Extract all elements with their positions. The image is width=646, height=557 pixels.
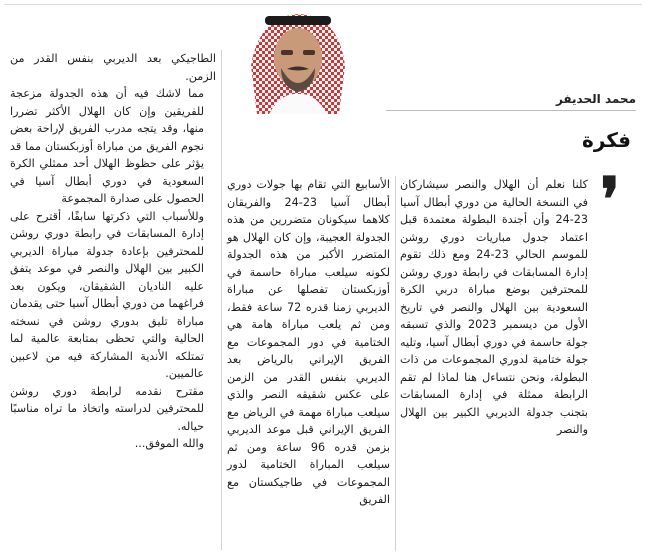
- article-column-1: [400, 176, 632, 439]
- author-photo: [229, 6, 367, 114]
- article-column-2: [227, 176, 390, 509]
- quote-mark-icon: ❜: [600, 165, 620, 235]
- column-title: فكرة: [582, 128, 631, 152]
- author-name-divider: [386, 110, 636, 111]
- article-paragraph: مما لاشك فيه أن هذه الجدولة مزعجة للفريقين وإن كان الهلال الأكثر تضررا منها، وقد يتجه مدرب الفريق لإراحة بعض نجوم الفريق من مباراة أوزبكستان مما قد يؤثر على حظوظ الهلال أحد ممثلي الكرة السعودية في دوري أبطال آسيا في الحصول على صدارة المجموعة: [10, 87, 204, 205]
- top-divider: [4, 4, 642, 5]
- article-paragraph: الطاجيكي بعد الديربي بنفس القدر من الزمن.: [10, 52, 216, 83]
- author-portrait-illustration: [229, 6, 367, 114]
- column-divider: [395, 176, 396, 551]
- article-paragraph: كلنا نعلم أن الهلال والنصر سيشاركان في النسخة الحالية من دوري أبطال آسيا 23-24 وأن أجندة البطولة معتمدة قبل اعتماد جدول مباريات دوري روشن للموسم الحالي 23-24 ومع ذلك تقوم إدارة المسابقات في رابطة دوري روشن للمحترفين بوضع مباراة دربي الكرة السعودية بين الهلال والنصر في تاريخ الأول من ديسمبر 2023 والذي تسبقه جولة حاسمة في دوري أبطال آسيا، وتليه جولة ختامية لدوري المجموعات من ذات البطولة، ونحن نتساءل هنا لماذا لم تقم الرابطة ممثلة في إدارة المسابقات بتجنب جدولة الديربي الكبير بين الهلال والنصر: [400, 178, 588, 436]
- article-paragraph: وللأسباب التي ذكرتها سابقًا، أقترح على إدارة المسابقات في رابطة دوري روشن للمحترفين بإعادة جدولة مباراة الديربي الكبير بين الهلال والنصر في موعد يتفق عليه الناديان الشقيقان، ويكون بعد فراغهما من دوري أبطال آسيا حتى يقدمان مباراة تليق بدوري روشن في نسخته الحالية والتي تحظى بمتابعة عالمية لما تمتلكه الأندية المشاركة فيه من لاعبين عالميين.: [10, 209, 204, 380]
- author-name: محمد الحديفر: [555, 92, 636, 106]
- article-paragraph: الأسابيع التي تقام بها جولات دوري أبطال آسيا 23-24 والفريقان كلاهما سيكونان متضررين من هذه الجدولة العجيبة، وإن كان الهلال هو المتضرر الأكبر من هذه الجدولة لكونه سيلعب مباراة حاسمة في أوزبكستان تفصلها عن مباراة الديربي زمنا قدره 72 ساعة فقط، ومن ثم يلعب مباراة هامة هي الختامية في دور المجموعات مع الفريق الإيراني بالرياض بعد الديربي بنفس القدر من الزمن على عكس شقيقه النصر والذي سيلعب مباراة مهمة في الرياض مع الفريق الإيراني قبل موعد الديربي بزمن قدره 96 ساعة ومن ثم سيلعب المباراة الختامية لدور المجموعات في طاجيكستان مع الفريق: [227, 178, 390, 506]
- article-column-3: [10, 50, 216, 453]
- article-signoff: والله الموفق...: [134, 437, 204, 450]
- column-divider: [221, 50, 222, 550]
- article-paragraph: مقترح نقدمه لرابطة دوري روشن للمحترفين لدراسته واتخاذ ما تراه مناسبًا حياله.: [10, 384, 204, 433]
